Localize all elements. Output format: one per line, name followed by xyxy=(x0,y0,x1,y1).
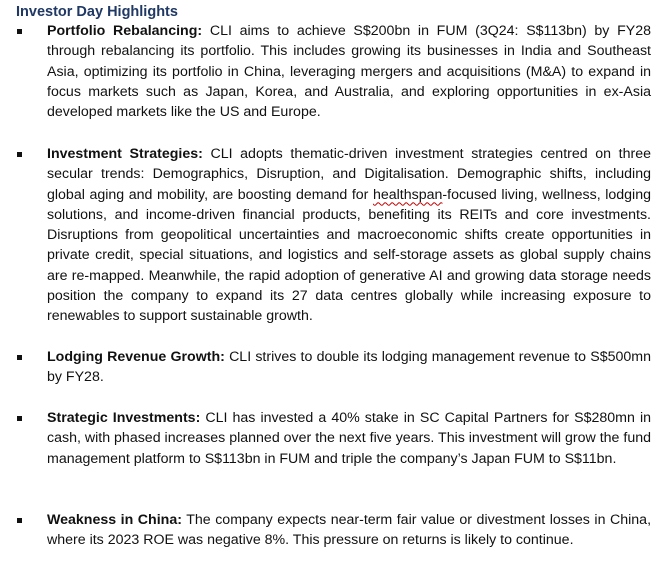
bullet-title: Investment Strategies: xyxy=(47,146,203,162)
bullet-body: CLI strives to double its lodging management revenue to S$500mn by FY28. xyxy=(47,349,651,386)
bullet-square-icon xyxy=(17,29,22,34)
bullet-square-icon xyxy=(17,518,22,523)
bullet-title: Strategic Investments: xyxy=(47,410,201,426)
bullet-square-icon xyxy=(17,355,22,360)
bullet-paragraph xyxy=(47,21,651,122)
bullet-paragraph xyxy=(47,144,651,327)
bullet-paragraph xyxy=(47,408,651,469)
spellcheck-flagged-word: healthspan xyxy=(372,186,443,203)
bullet-square-icon xyxy=(17,416,22,421)
bullet-square-icon xyxy=(17,152,22,157)
bullet-body: CLI aims to achieve S$200bn in FUM (3Q24: S$113bn) by FY28 through rebalancing its portfolio. This includes growing its businesses in India and Southeast Asia, optimizing its portfolio in China, leveraging mergers and acquisitions (M&A) to expand in focus markets such as Japan, Korea, and Australia, and exploring opportunities in ex-Asia developed markets like the US and Europe. xyxy=(47,23,651,121)
bullet-body-end: -focused living, wellness, lodging solutions, and income-driven financial products, benefiting its REITs and core investments. Disruptions from geopolitical uncertainties and macroeconomic shifts create opportunities in private credit, special situations, and logistics and self-storage assets as global supply chains are re-mapped. Meanwhile, the rapid adoption of generative AI and growing data storage needs position the company to expand its 27 data centres globally while increasing exposure to renewables to support sustainable growth. xyxy=(47,186,651,325)
bullet-body-start: CLI adopts thematic-driven investment strategies centred on three secular trends: Demographics, Disruption, and Digitalisation. Demographic shifts, including global aging and mobility, are boosting demand for xyxy=(47,146,651,203)
section-heading: Investor Day Highlights xyxy=(16,4,178,20)
bullet-title: Lodging Revenue Growth: xyxy=(47,349,225,365)
bullet-title: Portfolio Rebalancing: xyxy=(47,23,203,39)
bullet-title: Weakness in China: xyxy=(47,512,182,528)
bullet-paragraph xyxy=(47,510,651,551)
bullet-paragraph xyxy=(47,347,651,388)
bullet-body: The company expects near-term fair value or divestment losses in China, where its 2023 ROE was negative 8%. This pressure on returns is likely to continue. xyxy=(47,512,652,549)
bullet-body: CLI has invested a 40% stake in SC Capital Partners for S$280mn in cash, with phased increases planned over the next five years. This investment will grow the fund management platform to S$113bn in FUM and triple the company’s Japan FUM to S$11bn. xyxy=(47,410,651,467)
